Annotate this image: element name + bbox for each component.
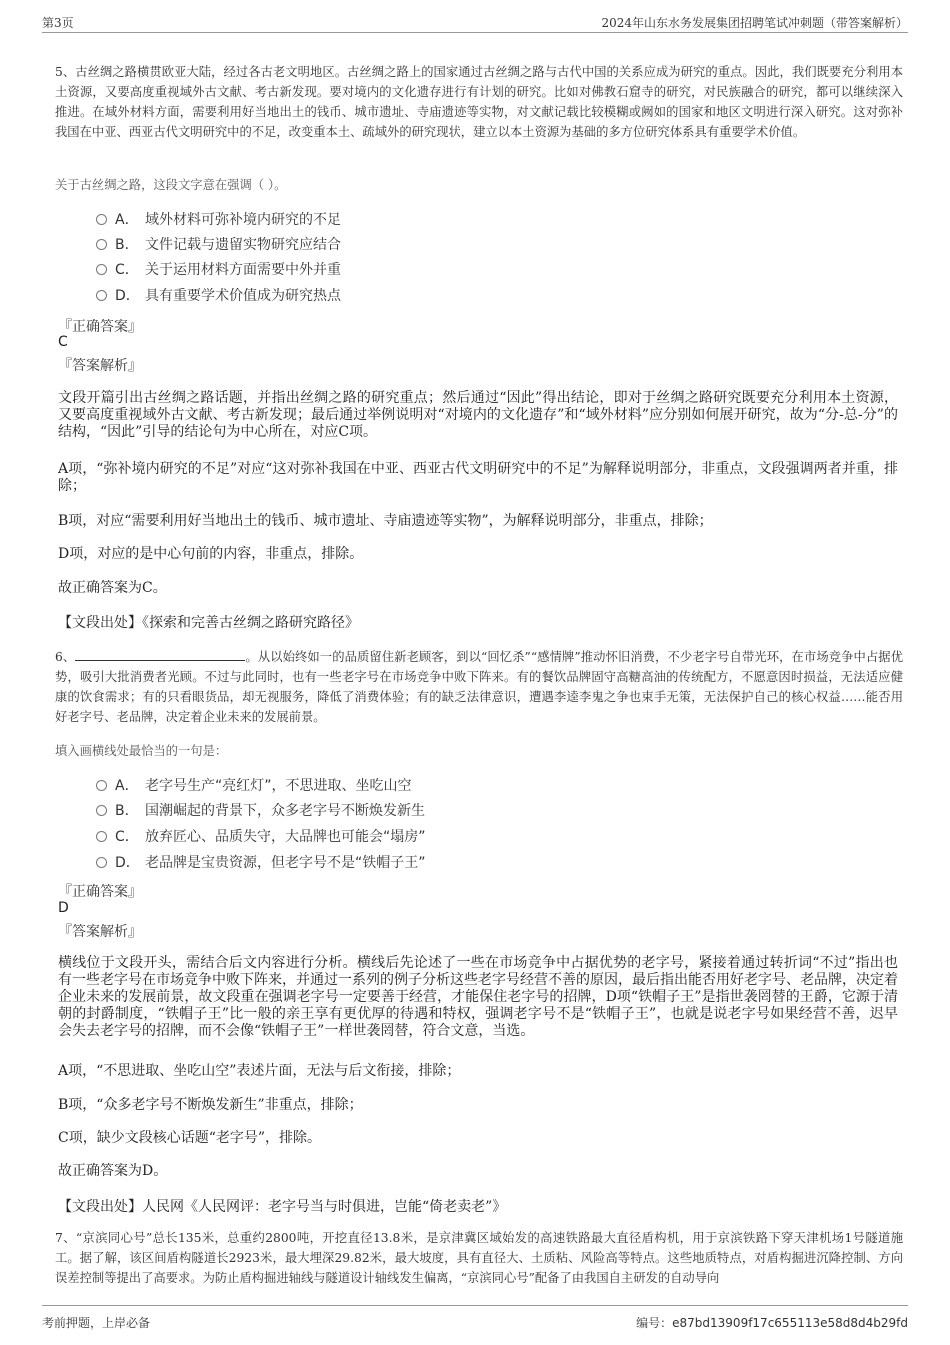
q6-analysis-4: 故正确答案为D。 bbox=[58, 1163, 168, 1179]
q6-answer: D bbox=[58, 900, 69, 916]
q6-analysis-2: B项，“众多老字号不断焕发新生”非重点，排除； bbox=[58, 1097, 363, 1113]
q6-ask: 填入画横线处最恰当的一句是： bbox=[55, 744, 228, 758]
q5-option-b[interactable]: B． 文件记载与遗留实物研究应结合 bbox=[96, 235, 341, 255]
q5-passage: 5、古丝绸之路横贯欧亚大陆，经过各古老文明地区。古丝绸之路上的国家通过古丝绸之路与古代中国的关系应成为研究的重点。因此，我们既要充分利用本土资源，又要高度重视域外古文献、考古新发现。要对境内的文化遗存进行有计划的研究。比如对佛教石窟寺的研究，对民族融合的研究，都可以继续深入推进。在域外材料方面，需要利用好当地出土的钱币、城市遗址、寺庙遗迹等实物，对文献记载比较模糊或阙如的国家和地区文明进行深入研究。这对弥补我国在中亚、西亚古代文明研究中的不足，改变重本土、疏域外的研究现状，建立以本土资源为基础的多方位研究体系具有重要学术价值。 bbox=[55, 65, 903, 139]
footer-code-label: 编号： bbox=[636, 1316, 673, 1330]
q6-option-c[interactable]: C． 放弃匠心、品质失守，大品牌也可能会“塌房” bbox=[96, 827, 426, 847]
q6-option-b[interactable]: B． 国潮崛起的背景下，众多老字号不断焕发新生 bbox=[96, 801, 425, 821]
footer-code-value: e87bd13909f17c655113e58d8d4b29fd bbox=[672, 1316, 908, 1330]
q6-analysis-3: C项，缺少文段核心话题“老字号”，排除。 bbox=[58, 1130, 322, 1146]
q5-option-a[interactable]: A． 域外材料可弥补境内研究的不足 bbox=[96, 210, 341, 230]
q6-passage: 。从以始终如一的品质留住新老顾客，到以“回忆杀”“感情牌”推动怀旧消费，不少老字号自带光环，在市场竞争中占据优势，吸引大批消费者光顾。不过与此同时，也有一些老字号在市场竞争中败下阵来。有的餐饮品牌固守高糖高油的传统配方，不愿意因时损益，无法适应健康的饮食需求；有的只看眼货品，却无视服务，降低了消费体验；有的缺乏法律意识，遭遇李逵李鬼之争也束手无策，无法保护自己的核心权益……能否用好老字号、老品牌，决定着企业未来的发展前景。 bbox=[55, 650, 903, 724]
q5-answer: C bbox=[58, 334, 68, 350]
radio-icon[interactable] bbox=[96, 239, 107, 250]
footer-slogan: 考前押题，上岸必备 bbox=[42, 1316, 151, 1330]
radio-icon[interactable] bbox=[96, 780, 107, 791]
q5-analysis-0: 文段开篇引出古丝绸之路话题，并指出丝绸之路的研究重点；然后通过“因此”得出结论，即对于丝绸之路研究既要充分利用本土资源，又要高度重视域外古文献、考古新发现；最后通过举例说明对“对境内的文化遗存”和“域外材料”应分别如何展开研究，故为“分-总-分”的结构，“因此”引导的结论句为中心所在，对应C项。 bbox=[58, 390, 898, 440]
q5-option-d[interactable]: D． 具有重要学术价值成为研究热点 bbox=[96, 286, 341, 306]
document-title: 2024年山东水务发展集团招聘笔试冲刺题（带答案解析） bbox=[601, 16, 908, 30]
radio-icon[interactable] bbox=[96, 805, 107, 816]
radio-icon[interactable] bbox=[96, 214, 107, 225]
q6-source bbox=[58, 1196, 506, 1216]
q6-answer-label: 『正确答案』 bbox=[58, 884, 142, 900]
q5-analysis-1: A项，“弥补境内研究的不足”对应“这对弥补我国在中亚、西亚古代文明研究中的不足”为解释说明部分，非重点，文段强调两者并重，排除； bbox=[58, 461, 898, 494]
q6-option-a[interactable]: A． 老字号生产“亮红灯”，不思进取、坐吃山空 bbox=[96, 776, 412, 796]
q6-option-d[interactable]: D． 老品牌是宝贵资源，但老字号不是“铁帽子王” bbox=[96, 853, 426, 873]
q5-source bbox=[58, 612, 359, 632]
q5-source-label: 【文段出处】 bbox=[58, 615, 142, 631]
q6-source-label: 【文段出处】 bbox=[58, 1199, 142, 1215]
page-footer bbox=[42, 1305, 908, 1334]
q5-source-text: 《探索和完善古丝绸之路研究路径》 bbox=[142, 615, 359, 631]
q5-ask: 关于古丝绸之路，这段文字意在强调（ ）。 bbox=[55, 178, 287, 192]
q5-analysis-label: 『答案解析』 bbox=[58, 358, 142, 374]
q6-analysis-0: 横线位于文段开头，需结合后文内容进行分析。横线后先论述了一些在市场竞争中占据优势的老字号，紧接着通过转折词“不过”指出也有一些老字号在市场竞争中败下阵来，并通过一系列的例子分析这些老字号经营不善的原因，最后指出能否用好老字号、老品牌，决定着企业未来的发展前景，故文段重在强调老字号一定要善于经营，才能保住老字号的招牌，D项“铁帽子王”是指世袭罔替的王爵，它源于清朝的封爵制度，“铁帽子王”比一般的亲王享有更优厚的待遇和特权，强调老字号不是“铁帽子王”，也就是说老字号如果经营不善，迟早会失去老字号的招牌，而不会像“铁帽子王”一样世袭罔替，符合文意，当选。 bbox=[58, 955, 898, 1039]
q6-blank[interactable] bbox=[75, 648, 245, 661]
q6-analysis-label: 『答案解析』 bbox=[58, 924, 142, 940]
footer-code bbox=[636, 1314, 908, 1331]
q5-answer-label: 『正确答案』 bbox=[58, 319, 142, 335]
q6-number: 6、 bbox=[55, 650, 76, 664]
q5-analysis-2: B项，对应“需要利用好当地出土的钱币、城市遗址、寺庙遗迹等实物”，为解释说明部分，非重点，排除； bbox=[58, 513, 713, 529]
radio-icon[interactable] bbox=[96, 290, 107, 301]
radio-icon[interactable] bbox=[96, 831, 107, 842]
radio-icon[interactable] bbox=[96, 264, 107, 275]
q6-passage-block bbox=[55, 647, 903, 727]
q5-option-c[interactable]: C． 关于运用材料方面需要中外并重 bbox=[96, 260, 341, 280]
q6-source-text: 人民网《人民网评：老字号当与时俱进，岂能“倚老卖老”》 bbox=[142, 1199, 507, 1215]
page-header bbox=[42, 14, 908, 33]
q6-analysis-1: A项，“不思进取、坐吃山空”表述片面，无法与后文衔接，排除； bbox=[58, 1063, 461, 1079]
q7-passage: 7、“京滨同心号”总长135米，总重约2800吨，开挖直径13.8米，是京津冀区域始发的高速铁路最大直径盾构机，用于京滨铁路下穿天津机场1号隧道施工。据了解，该区间盾构隧道长2923米，最大埋深29.82米，最大坡度，具有直径大、土质粘、风险高等特点。这些地质特点，对盾构掘进沉降控制、方向误差控制等提出了高要求。为防止盾构掘进轴线与隧道设计轴线发生偏离，“京滨同心号”配备了由我国自主研发的自动导向 bbox=[55, 1231, 903, 1285]
radio-icon[interactable] bbox=[96, 857, 107, 868]
q5-analysis-3: D项，对应的是中心句前的内容，非重点，排除。 bbox=[58, 546, 364, 562]
q5-analysis-4: 故正确答案为C。 bbox=[58, 580, 167, 596]
page-number: 第3页 bbox=[42, 16, 74, 30]
